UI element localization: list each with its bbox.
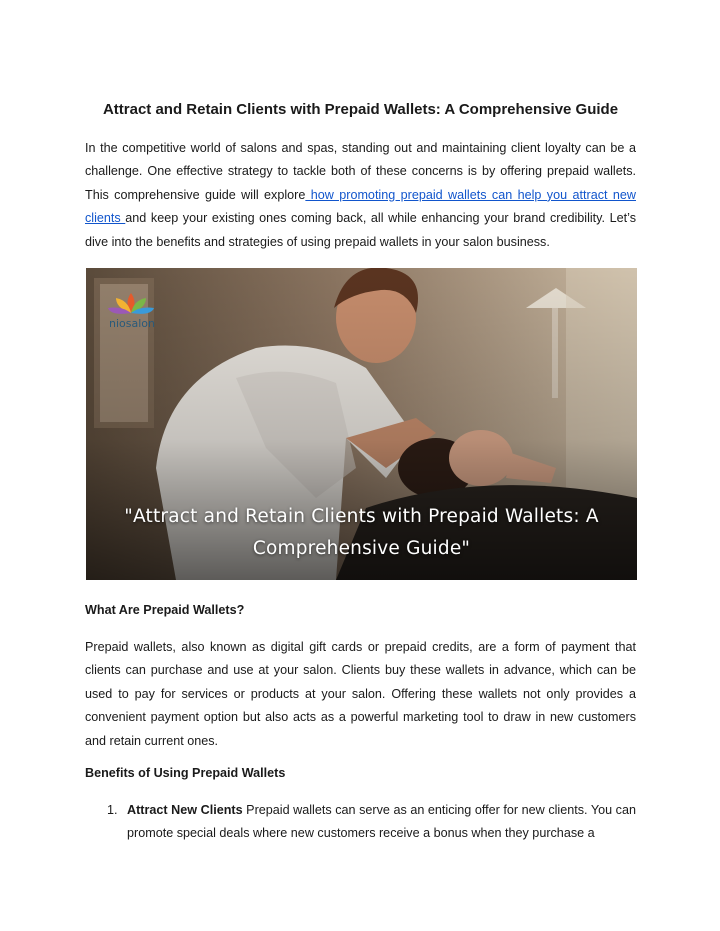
hero-caption-line-2: Comprehensive Guide" [252,538,471,559]
benefits-heading: Benefits of Using Prepaid Wallets [85,766,286,780]
intro-text-before: In the competitive world of salons and spas, standing out and maintaining client loyalty can be a challenge. One effective strategy to tackle both of these concerns is by offering prepaid wallets. This comprehensive guide will explore [85,141,636,202]
intro-paragraph [85,137,636,254]
what-are-prepaid-wallets-heading: What Are Prepaid Wallets? [85,603,245,617]
benefits-list [85,799,636,846]
list-item [85,799,636,846]
list-item-number: 1. [107,803,118,817]
salon-logo-text: niosalon [109,317,155,330]
salon-photo [86,268,637,580]
hero-caption-line-1: "Attract and Retain Clients with Prepaid Wallets: A [124,506,599,527]
hero-image [86,268,637,580]
intro-text-after: and keep your existing ones coming back, all while enhancing your brand credibility. Let’s dive into the benefits and strategies of using prepaid wallets in your salon business. [85,211,637,249]
prepaid-wallets-link[interactable]: how promoting prepaid wallets can help you attract new clients [85,187,636,226]
document-title: Attract and Retain Clients with Prepaid Wallets: A Comprehensive Guide [102,101,619,118]
list-item-text: Prepaid wallets can serve as an enticing offer for new clients. You can promote special deals where new customers receive a bonus when they purchase a [127,803,636,841]
list-item-title: Attract New Clients [127,803,243,817]
what-are-prepaid-wallets-paragraph: Prepaid wallets, also known as digital gift cards or prepaid credits, are a form of payment that clients can purchase and use at your salon. Clients buy these wallets in advance, which can be used to pay for services or products at your salon. Offering these wallets not only provides a convenient payment option but also acts as a powerful marketing tool to draw in new customers and retain current ones. [85,640,636,748]
